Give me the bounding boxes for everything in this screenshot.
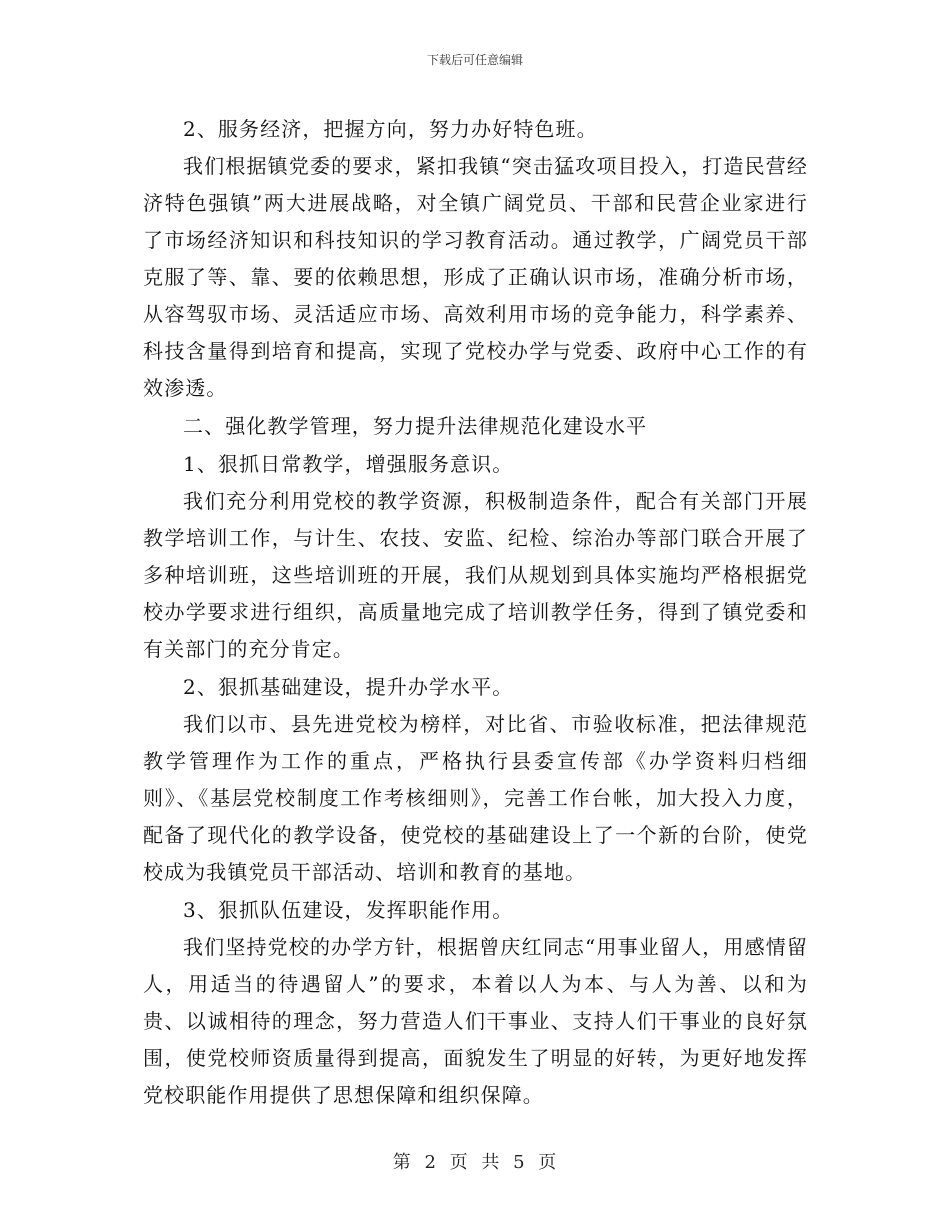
- paragraph-talent-retention: 我们坚持党校的办学方针，根据曾庆红同志“用事业留人，用感情留人，用适当的待遇留人”的要求，本着以人为本、与人为善、以和为贵、以诚相待的理念，努力营造人们干事业、支持人们干事业的良好氛围，使党校师资质量得到提高，面貌发生了明显的好转，为更好地发挥党校职能作用提供了思想保障和组织保障。: [143, 935, 808, 1107]
- subheading-infrastructure: 2、狠抓基础建设，提升办学水平。: [183, 675, 514, 699]
- subheading-serve-economy: 2、服务经济，把握方向，努力办好特色班。: [183, 117, 598, 141]
- page-number: 第 2 页 共 5 页: [392, 1152, 558, 1173]
- paragraph-standards-infrastructure: 我们以市、县先进党校为榜样，对比省、市验收标准，把法律规范教学管理作为工作的重点，严格执行县委宣传部《办学资料归档细则》、《基层党校制度工作考核细则》，完善工作台帐，加大投入力度，配备了现代化的教学设备，使党校的基础建设上了一个新的台阶，使党校成为我镇党员干部活动、培训和教育的基地。: [143, 712, 808, 884]
- paragraph-training-classes: 我们充分利用党校的教学资源，积极制造条件，配合有关部门开展教学培训工作，与计生、农技、安监、纪检、综治办等部门联合开展了多种培训班，这些培训班的开展，我们从规划到具体实施均严格根据党校办学要求进行组织，高质量地完成了培训教学任务，得到了镇党委和有关部门的充分肯定。: [143, 489, 808, 661]
- subheading-daily-teaching: 1、狠抓日常教学，增强服务意识。: [183, 452, 514, 476]
- paragraph-market-education: 我们根据镇党委的要求，紧扣我镇“突击猛攻项目投入，打造民营经济特色强镇”两大进展战略，对全镇广阔党员、干部和民营企业家进行了市场经济知识和科技知识的学习教育活动。通过教学，广阔党员干部克服了等、靠、要的依赖思想，形成了正确认识市场，准确分析市场，从容驾驭市场、灵活适应市场、高效利用市场的竞争能力，科学素养、科技含量得到培育和提高，实现了党校办学与党委、政府中心工作的有效渗透。: [143, 154, 808, 400]
- page-header: 下载后可任意编辑: [426, 53, 523, 67]
- subheading-team-building: 3、狠抓队伍建设，发挥职能作用。: [183, 898, 514, 922]
- document-body: [143, 110, 808, 1114]
- section-heading-teaching-management: 二、强化教学管理，努力提升法律规范化建设水平: [183, 414, 648, 438]
